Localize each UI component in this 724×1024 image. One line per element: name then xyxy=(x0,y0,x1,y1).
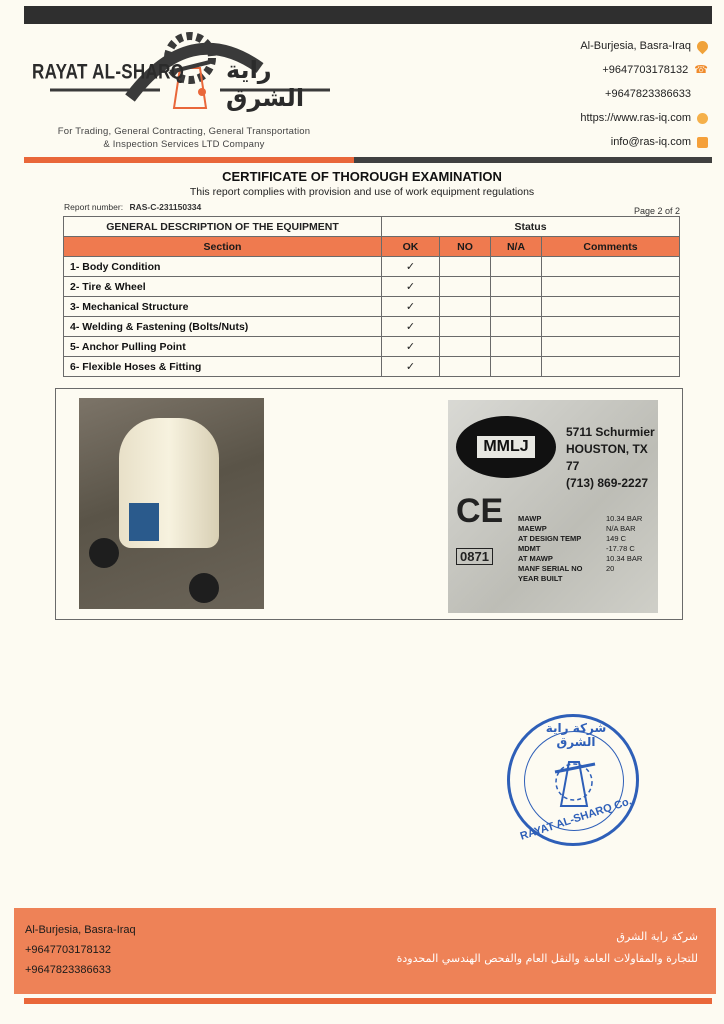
equipment-photo xyxy=(79,398,264,609)
contact-address-text: Al-Burjesia, Basra-Iraq xyxy=(580,40,691,52)
row-no xyxy=(440,317,491,337)
footer-phone-2: +9647823386633 xyxy=(25,964,111,976)
phone-icon: ☎ xyxy=(694,64,708,76)
header-divider-dark xyxy=(354,157,712,163)
row-ok: ✓ xyxy=(382,277,440,297)
nameplate-value: -17.78 C xyxy=(606,544,635,553)
nameplate-field: AT MAWP xyxy=(518,554,553,563)
row-na xyxy=(491,317,542,337)
nameplate-value: N/A BAR xyxy=(606,524,636,533)
row-label: 4- Welding & Fastening (Bolts/Nuts) xyxy=(64,317,382,337)
table-row xyxy=(64,337,680,357)
nameplate-value: 149 C xyxy=(606,534,627,543)
nameplate-values xyxy=(606,514,642,574)
row-ok: ✓ xyxy=(382,257,440,277)
col-na: N/A xyxy=(491,237,542,257)
row-na xyxy=(491,357,542,377)
company-name-ar: راية الشرق xyxy=(226,56,305,112)
globe-icon xyxy=(697,113,708,124)
row-no xyxy=(440,357,491,377)
contact-address xyxy=(580,34,708,58)
bottom-bar xyxy=(24,998,712,1004)
row-comments xyxy=(542,277,680,297)
col-comments: Comments xyxy=(542,237,680,257)
row-na xyxy=(491,337,542,357)
spacer-icon xyxy=(697,89,708,100)
row-na xyxy=(491,297,542,317)
nameplate-field: YEAR BUILT xyxy=(518,574,563,583)
row-comments xyxy=(542,317,680,337)
stamp-text-ar: شركة راية الشرق xyxy=(545,721,607,749)
nameplate-field: MAWP xyxy=(518,514,542,523)
report-number-label: Report number: xyxy=(64,202,124,212)
notified-body-number: 0871 xyxy=(456,548,493,565)
report-number-value: RAS-C-231150334 xyxy=(129,202,202,212)
nameplate-value: 10.34 BAR xyxy=(606,554,643,563)
contact-phone-1[interactable] xyxy=(580,58,708,82)
nameplate-address-1: 5711 Schurmier xyxy=(566,425,655,439)
company-tagline xyxy=(34,125,334,151)
row-label: 3- Mechanical Structure xyxy=(64,297,382,317)
footer xyxy=(14,908,716,994)
nameplate-address xyxy=(566,424,658,492)
wheel-left xyxy=(89,538,119,568)
report-number xyxy=(64,202,201,212)
nameplate-brand: MMLJ xyxy=(475,434,536,460)
nameplate-address-3: (713) 869-2227 xyxy=(566,476,649,490)
footer-phone-1: +9647703178132 xyxy=(25,944,111,956)
table-column-row xyxy=(64,237,680,257)
nameplate-field: MANF SERIAL NO xyxy=(518,564,583,573)
row-comments xyxy=(542,257,680,277)
row-na xyxy=(491,257,542,277)
row-no xyxy=(440,257,491,277)
location-pin-icon xyxy=(695,38,711,54)
contact-phone-1-text: +9647703178132 xyxy=(602,64,689,76)
top-bar xyxy=(24,6,712,24)
company-stamp xyxy=(507,714,639,846)
contact-phone-2-text: +9647823386633 xyxy=(605,88,691,100)
row-label: 5- Anchor Pulling Point xyxy=(64,337,382,357)
row-na xyxy=(491,277,542,297)
table-row xyxy=(64,317,680,337)
nameplate-value: 20 xyxy=(606,564,615,573)
tank-label-shape xyxy=(129,503,159,541)
row-label: 2- Tire & Wheel xyxy=(64,277,382,297)
row-label: 6- Flexible Hoses & Fitting xyxy=(64,357,382,377)
contact-block xyxy=(580,34,708,154)
nameplate-address-2: HOUSTON, TX 77 xyxy=(566,442,648,473)
nameplate-field: AT DESIGN TEMP xyxy=(518,534,582,543)
status-header: Status xyxy=(382,217,680,237)
ce-mark: CE xyxy=(456,492,504,530)
wheel-right xyxy=(189,573,219,603)
contact-email-text: info@ras-iq.com xyxy=(610,136,691,148)
table-row xyxy=(64,257,680,277)
tagline-line-1: For Trading, General Contracting, General Transportation xyxy=(57,126,311,137)
row-no xyxy=(440,277,491,297)
row-ok: ✓ xyxy=(382,357,440,377)
contact-website[interactable] xyxy=(580,106,708,130)
nameplate-field: MAEWP xyxy=(518,524,547,533)
photos-panel xyxy=(55,388,683,620)
nameplate-value: 10.34 BAR xyxy=(606,514,643,523)
table-header-row xyxy=(64,217,680,237)
col-section: Section xyxy=(64,237,382,257)
col-no: NO xyxy=(440,237,491,257)
table-row xyxy=(64,277,680,297)
col-ok: OK xyxy=(382,237,440,257)
inspection-table xyxy=(63,216,680,377)
row-comments xyxy=(542,337,680,357)
row-comments xyxy=(542,297,680,317)
footer-services-ar: للتجارة والمقاولات العامة والنقل العام والفحص الهندسي المحدودة xyxy=(396,952,698,965)
nameplate-field: MDMT xyxy=(518,544,541,553)
contact-phone-2[interactable] xyxy=(580,82,708,106)
table-row xyxy=(64,297,680,317)
page-number: Page 2 of 2 xyxy=(633,206,680,216)
row-no xyxy=(440,337,491,357)
contact-email[interactable] xyxy=(580,130,708,154)
tagline-line-2: & Inspection Services LTD Company xyxy=(103,139,265,150)
certificate-title: CERTIFICATE OF THOROUGH EXAMINATION xyxy=(222,169,502,184)
row-comments xyxy=(542,357,680,377)
footer-address: Al-Burjesia, Basra-Iraq xyxy=(25,924,136,936)
row-ok: ✓ xyxy=(382,337,440,357)
row-ok: ✓ xyxy=(382,297,440,317)
footer-contact xyxy=(25,920,136,980)
footer-company-ar: شركة راية الشرق xyxy=(616,930,698,943)
table-row xyxy=(64,357,680,377)
company-logo xyxy=(30,28,350,148)
nameplate-fields xyxy=(518,514,582,584)
row-no xyxy=(440,297,491,317)
company-name-en: RAYAT AL-SHARQ xyxy=(32,59,185,84)
stamp-text-en: RAYAT AL-SHARQ Co. xyxy=(518,795,634,843)
contact-website-text: https://www.ras-iq.com xyxy=(580,112,691,124)
certificate-subtitle: This report complies with provision and use of work equipment regulations xyxy=(189,186,535,198)
mail-icon xyxy=(697,137,708,148)
nameplate-photo xyxy=(448,400,658,613)
row-ok: ✓ xyxy=(382,317,440,337)
row-label: 1- Body Condition xyxy=(64,257,382,277)
general-description-header: GENERAL DESCRIPTION OF THE EQUIPMENT xyxy=(64,217,382,237)
nameplate-logo xyxy=(456,416,556,478)
